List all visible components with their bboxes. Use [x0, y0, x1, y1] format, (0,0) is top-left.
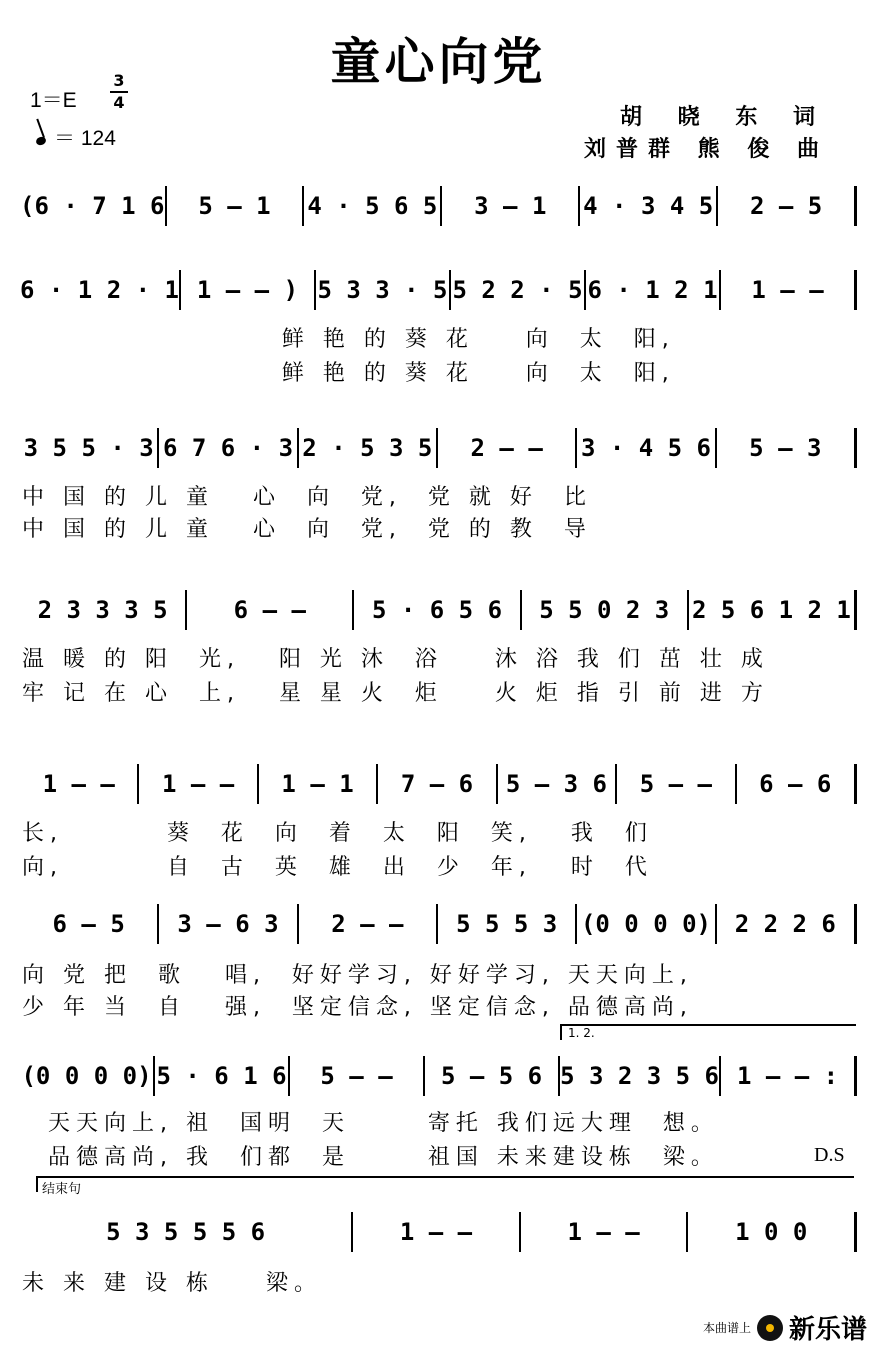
measure: 1 – – [521, 1212, 689, 1252]
lyric-line: 长, 葵 花 向 着 太 阳 笑, 我 们 [22, 821, 653, 846]
lyric-line: 少 年 当 自 强, 坚定信念, 坚定信念, 品德高尚, [22, 995, 693, 1020]
measure: 2 – – [299, 904, 438, 944]
measure: 5 · 6 5 6 [354, 590, 521, 630]
measure: 5 2 2 · 5 [451, 270, 586, 310]
footer-prefix: 本曲谱上 [702, 1321, 751, 1335]
measure: 5 – – [290, 1056, 425, 1096]
measure: 6 · 1 2 1 [586, 270, 721, 310]
song-title: 童心向党 [330, 33, 547, 91]
measure: 6 – 5 [20, 904, 159, 944]
lyric-line: 中 国 的 儿 童 心 向 党, 党 的 教 导 [22, 517, 592, 542]
measure: 5 3 5 5 5 6 [20, 1212, 353, 1252]
score-row-1 [20, 186, 857, 226]
measure: 5 – 3 6 [498, 764, 617, 804]
score-row-6 [20, 904, 857, 944]
lyric-line: 天天向上, 祖 国明 天 寄托 我们远大理 想。 [22, 1111, 719, 1136]
measure: (6 · 7 1 6 [20, 186, 167, 226]
measure: 3 · 4 5 6 [577, 428, 716, 468]
lyric-line: 未 来 建 设 栋 梁。 [22, 1271, 322, 1296]
disc-logo-icon [757, 1315, 783, 1341]
footer-brand: 新乐谱 [788, 1315, 867, 1345]
measure: (0 0 0 0) [577, 904, 716, 944]
lyricist-credit: 胡 晓 东 词 [620, 105, 829, 130]
measure: 1 – – [20, 764, 139, 804]
quarter-note-icon [35, 136, 47, 147]
measure: (0 0 0 0) [20, 1056, 155, 1096]
measure: 5 5 5 3 [438, 904, 577, 944]
volta-bracket: 1. 2. [560, 1024, 856, 1040]
measure: 2 5 6 1 2 1 [689, 590, 857, 630]
measure: 2 3 3 3 5 [20, 590, 187, 630]
measure: 3 5 5 · 3 [20, 428, 159, 468]
measure: 6 – 6 [737, 764, 857, 804]
measure: 5 – – [617, 764, 736, 804]
measure: 5 · 6 1 6 [155, 1056, 290, 1096]
lyric-line: 牢 记 在 心 上, 星 星 火 炬 火 炬 指 引 前 进 方 [22, 681, 769, 706]
measure: 2 – 5 [718, 186, 857, 226]
lyric-line: 向, 自 古 英 雄 出 少 年, 时 代 [22, 855, 653, 880]
measure: 5 5 0 2 3 [522, 590, 689, 630]
measure: 3 – 6 3 [159, 904, 298, 944]
measure: 5 3 2 3 5 6 [560, 1056, 721, 1096]
measure: 5 – 3 [717, 428, 857, 468]
measure: 2 2 2 6 [717, 904, 857, 944]
measure: 4 · 5 6 5 [304, 186, 442, 226]
measure: 5 3 3 · 5 [316, 270, 451, 310]
lyric-line: 品德高尚, 我 们都 是 祖国 未来建设栋 梁。 [22, 1145, 719, 1170]
measure: 6 7 6 · 3 [159, 428, 298, 468]
measure: 1 – – [139, 764, 258, 804]
lyric-line: 向 党 把 歌 唱, 好好学习, 好好学习, 天天向上, [22, 963, 693, 988]
time-signature [110, 72, 128, 112]
tempo-marking [36, 122, 116, 152]
measure: 1 – – [353, 1212, 521, 1252]
measure: 3 – 1 [442, 186, 580, 226]
score-row-7 [20, 1056, 857, 1096]
measure: 6 – – [187, 590, 354, 630]
score-row-2 [20, 270, 857, 310]
lyric-line: 鲜 艳 的 葵 花 向 太 阳, [22, 361, 675, 386]
lyric-line: 鲜 艳 的 葵 花 向 太 阳, [22, 327, 675, 352]
time-signature-top: 3 [113, 71, 125, 90]
score-row-5 [20, 764, 857, 804]
time-signature-bottom: 4 [113, 93, 125, 112]
score-row-3 [20, 428, 857, 468]
score-row-8 [20, 1212, 857, 1252]
score-row-4 [20, 590, 857, 630]
ds-marking: D.S [814, 1144, 845, 1166]
tempo-value: ＝ 124 [54, 127, 116, 150]
ending-bracket: 结束句 [36, 1176, 854, 1192]
measure: 1 0 0 [688, 1212, 857, 1252]
measure: 2 · 5 3 5 [299, 428, 438, 468]
lyric-line: 温 暖 的 阳 光, 阳 光 沐 浴 沐 浴 我 们 茁 壮 成 [22, 647, 769, 672]
composer-credit: 刘普群 熊 俊 曲 [584, 137, 829, 162]
footer-watermark [703, 1309, 867, 1346]
measure: 5 – 5 6 [425, 1056, 560, 1096]
measure: 5 – 1 [167, 186, 305, 226]
measure: 4 · 3 4 5 [580, 186, 718, 226]
key-signature: 1＝E [30, 89, 77, 112]
measure: 1 – – : [721, 1056, 857, 1096]
lyric-line: 中 国 的 儿 童 心 向 党, 党 就 好 比 [22, 485, 592, 510]
measure: 1 – – ) [181, 270, 316, 310]
measure: 1 – – [721, 270, 857, 310]
measure: 2 – – [438, 428, 577, 468]
measure: 7 – 6 [378, 764, 497, 804]
measure: 1 – 1 [259, 764, 378, 804]
measure: 6 · 1 2 · 1 [20, 270, 181, 310]
